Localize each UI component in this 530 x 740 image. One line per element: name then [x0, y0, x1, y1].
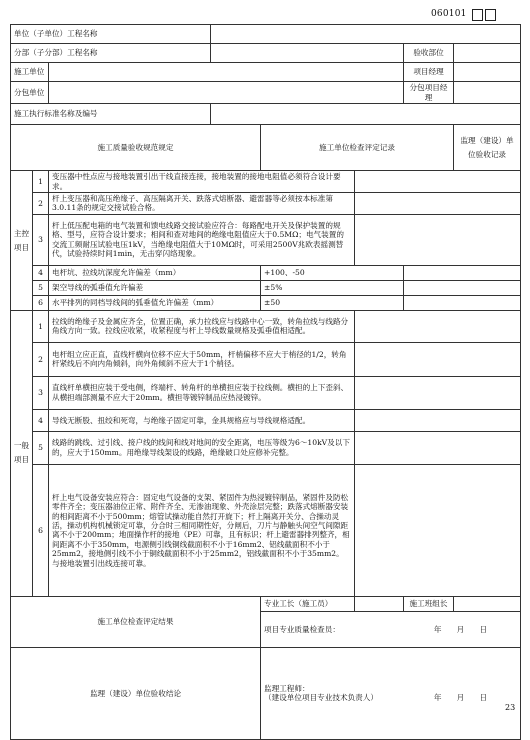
team-leader-field[interactable] [454, 596, 521, 611]
main-item-no: 2 [33, 193, 49, 215]
main-item-eval[interactable] [355, 171, 521, 193]
general-item-eval[interactable] [355, 376, 521, 409]
main-item-no: 5 [33, 280, 49, 295]
general-item-eval[interactable] [355, 409, 521, 431]
form-code: 060101 [431, 9, 467, 19]
unit-project-name-label: 单位（子单位）工程名称 [11, 25, 211, 44]
standard-label: 施工执行标准名称及编号 [11, 104, 211, 125]
foreman-field[interactable] [355, 596, 404, 611]
general-item-eval[interactable] [355, 342, 521, 376]
division-project-name-label: 分部（子分部）工程名称 [11, 44, 211, 63]
division-project-name-field[interactable] [211, 44, 404, 63]
supervisor-conclusion-label: 监理（建设）单位验收结论 [11, 647, 261, 739]
main-item-no: 4 [33, 265, 49, 280]
qc-inspector-label: 项目专业质量检查员： [264, 624, 340, 634]
general-item-no: 1 [33, 310, 49, 342]
main-item-eval[interactable] [404, 295, 521, 310]
main-item-text: 架空导线的弧垂值允许偏差 [49, 280, 261, 295]
general-item-text: 直线杆单横担应装于受电侧，终端杆、转角杆的单横担应装于拉线侧。横担的上下歪斜、从横担端部测量不应大于20mm。横担等镀锌制品应热浸镀锌。 [49, 376, 355, 409]
foreman-label: 专业工长（施工员） [261, 596, 355, 611]
main-item-eval[interactable] [404, 265, 521, 280]
qc-inspector-cell[interactable] [261, 611, 521, 647]
inspection-record-table [10, 24, 521, 740]
general-item-eval[interactable] [355, 464, 521, 596]
general-item-text: 线路的跳线、过引线、接户线的线间和线对地间的安全距离，电压等级为6～10kV及以下的，应大于150mm。用绝缘导线架设的线路，绝缘破口处应修补完整。 [49, 431, 355, 464]
supervisor-sign-cell[interactable] [261, 647, 521, 739]
standard-field[interactable] [211, 104, 521, 125]
main-control-label: 主控项目 [11, 171, 33, 311]
subcontractor-field[interactable] [49, 82, 404, 104]
main-item-allowance: +100、-50 [261, 265, 404, 280]
main-item-text: 杆上变压器和高压绝缘子、高压隔离开关、跌落式熔断器、避雷器等必须按本标准第3.0.11条的规定交接试验合格。 [49, 193, 355, 215]
spec-column-header: 施工质量验收规范规定 [11, 125, 261, 171]
general-item-eval[interactable] [355, 310, 521, 342]
main-item-eval[interactable] [355, 214, 521, 265]
general-item-no: 2 [33, 342, 49, 376]
owner-tech-label: （建设单位项目专业技术负责人） [264, 693, 378, 703]
unit-project-name-field[interactable] [211, 25, 521, 44]
general-item-text: 导线无断股、扭绞和死弯，与绝缘子固定可靠，金具规格应与导线规格适配。 [49, 409, 355, 431]
contractor-field[interactable] [49, 63, 404, 82]
supervisor-accept-column-header: 监理（建设）单位验收记录 [454, 125, 521, 171]
supervisor-engineer-label: 监理工程师： [264, 683, 310, 693]
main-item-no: 3 [33, 214, 49, 265]
general-item-no: 4 [33, 409, 49, 431]
general-item-eval[interactable] [355, 431, 521, 464]
general-item-text: 杆上电气设备安装应符合：固定电气设备的支架、紧固件为热浸镀锌制品，紧固件及防松零件齐全；变压器油位正常、附件齐全、无渗油现象、外壳涂层完整；跌落式熔断器安装的相间距离不小于500mm；熔管试操动能自然打开旋下；杆上隔离开关分、合操动灵活，操动机构机械锁定可靠，分合时三相同期性好，分闸后，刀片与静触头间空气间隙距离不小于200mm；地面操作杆的接地（PE）可靠，且有标识；杆上避雷器排列整齐，相间距离不小于350mm，电源侧引线铜线截面积不小于16mm2、铝线截面积不小于25mm2，接地侧引线不小于铜线截面积不小于25mm2，铝线截面积不小于35mm2。与接地装置引出线连接可靠。 [49, 464, 355, 596]
team-leader-label: 施工班组长 [404, 596, 454, 611]
main-item-eval[interactable] [404, 280, 521, 295]
sub-project-manager-label: 分包项目经理 [404, 82, 454, 104]
qc-date-label: 年 月 日 [433, 624, 488, 634]
project-manager-label: 项目经理 [404, 63, 454, 82]
contractor-result-label: 施工单位检查评定结果 [11, 596, 261, 647]
main-item-no: 1 [33, 171, 49, 193]
main-item-text: 杆上低压配电箱的电气装置和馈电线路交接试验应符合：每路配电开关及保护装置的规格、型号，应符合设计要求；相间和查对地间的绝缘电阻值应大于0.5MΩ；电气装置的交流工频耐压试验电压1kV，当绝缘电阻值大于10MΩ时，可采用2500V兆欧表摇测替代，试验持续时间1min，无击穿闪络现象。 [49, 214, 355, 265]
main-item-eval[interactable] [355, 193, 521, 215]
general-item-text: 电杆组立应正直，直线杆横向位移不应大于50mm，杆梢偏移不应大于梢径的1/2，转角杆紧线后不向内角倾斜，向外角倾斜不应大于1个梢径。 [49, 342, 355, 376]
inspection-part-label: 验收部位 [404, 44, 454, 63]
contractor-eval-column-header: 施工单位检查评定记录 [261, 125, 454, 171]
main-item-allowance: ±5% [261, 280, 404, 295]
general-item-text: 拉线的绝缘子及金属应齐全，位置正确，承力拉线应与线路中心一致，转角拉线与线路分角线方向一致。拉线应收紧，收紧程度与杆上导线数量规格及弧垂值相适配。 [49, 310, 355, 342]
main-item-text: 电杆坑、拉线坑深度允许偏差（mm） [49, 265, 261, 280]
sub-project-manager-field[interactable] [454, 82, 521, 104]
main-item-text: 水平排列的同档导线间的弧垂值允许偏差（mm） [49, 295, 261, 310]
main-item-allowance: ±50 [261, 295, 404, 310]
general-item-no: 5 [33, 431, 49, 464]
page-number: 23 [505, 703, 516, 712]
main-item-no: 6 [33, 295, 49, 310]
form-code-box-2[interactable] [485, 9, 496, 21]
project-manager-field[interactable] [454, 63, 521, 82]
subcontractor-label: 分包单位 [11, 82, 49, 104]
inspection-part-field[interactable] [454, 44, 521, 63]
general-item-no: 3 [33, 376, 49, 409]
main-item-text: 变压器中性点应与接地装置引出干线直接连接，接地装置的接地电阻值必须符合设计要求。 [49, 171, 355, 193]
supervisor-date-label: 年 月 日 [433, 693, 488, 703]
contractor-label: 施工单位 [11, 63, 49, 82]
form-code-box-1[interactable] [472, 9, 483, 21]
general-items-label: 一般项目 [11, 310, 33, 596]
general-item-no: 6 [33, 464, 49, 596]
